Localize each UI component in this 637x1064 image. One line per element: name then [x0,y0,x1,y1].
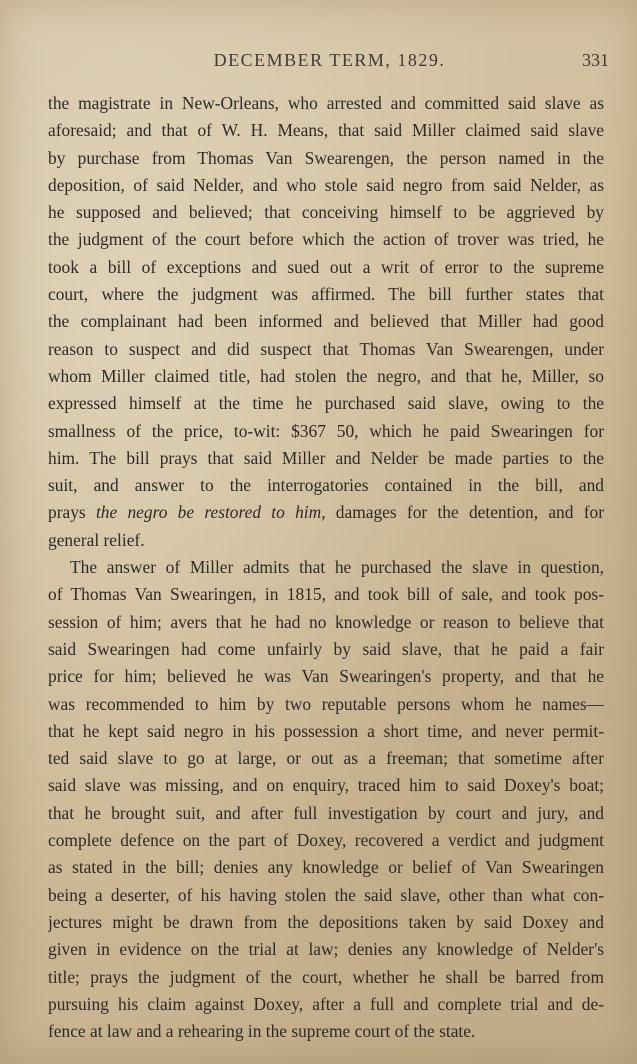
text-line: complete defence on the part of Doxey, recovered a verdict and judgment [48,830,604,851]
text-line: took a bill of exceptions and sued out a writ of error to the supreme [48,256,604,277]
text-line: him. The bill prays that said Miller and Nelder be made parties to the [48,447,604,468]
text-line: that he kept said negro in his possession a short time, and never permit- [48,720,604,741]
text-run: , damages for the detention, and for [321,502,604,523]
text-line: fence at law and a rehearing in the supreme court of the state. [48,1021,476,1042]
text-line: as stated in the bill; denies any knowledge or belief of Van Swearingen [48,857,604,878]
text-line: session of him; avers that he had no knowledge or reason to believe that [48,611,604,632]
italic-phrase: the negro be restored to him [95,502,322,523]
text-line: given in evidence on the trial at law; denies any knowledge of Nelder's [48,939,604,960]
text-line: being a deserter, of his having stolen the said slave, other than what con- [48,884,604,905]
text-line: was recommended to him by two reputable persons whom he names— [48,693,604,714]
body-text [48,90,604,1045]
text-line: deposition, of said Nelder, and who stole said negro from said Nelder, as [48,174,604,195]
text-line: ted said slave to go at large, or out as a freeman; that sometime after [48,748,604,769]
text-line: said Swearingen had come unfairly by said slave, that he paid a fair [48,638,604,659]
text-line-with-italic [48,499,604,526]
text-line: suit, and answer to the interrogatories contained in the bill, and [48,475,604,496]
running-title: DECEMBER TERM, 1829. [213,50,446,70]
text-line: the magistrate in New-Orleans, who arrested and committed said slave as [48,93,604,113]
text-line: expressed himself at the time he purchased said slave, owing to the [48,393,604,414]
text-line: smallness of the price, to-wit: $367 50, which he paid Swearingen for [48,420,604,441]
text-line: the judgment of the court before which the action of trover was tried, he [48,229,604,250]
text-line: of Thomas Van Swearingen, in 1815, and took bill of sale, and took pos- [48,584,604,605]
text-line: title; prays the judgment of the court, whether he shall be barred from [48,966,604,987]
text-line: said slave was missing, and on enquiry, traced him to said Doxey's boat; [48,775,604,796]
text-run: prays [48,502,96,523]
text-line: aforesaid; and that of W. H. Means, that said Miller claimed said slave [48,120,604,141]
running-head [50,50,609,74]
text-line: pursuing his claim against Doxey, after a full and complete trial and de- [48,993,604,1014]
text-line: jectures might be drawn from the depositions taken by said Doxey and [48,911,604,932]
text-line: price for him; believed he was Van Swearingen's property, and that he [48,666,604,687]
text-line: The answer of Miller admits that he purchased the slave in question, [70,557,604,578]
page-number: 331 [582,50,609,70]
text-line: by purchase from Thomas Van Swearengen, the person named in the [48,147,604,168]
text-line: that he brought suit, and after full investigation by court and jury, and [48,802,604,823]
text-line: general relief. [48,529,145,550]
text-line: the complainant had been informed and believed that Miller had good [48,311,604,332]
text-line: court, where the judgment was affirmed. The bill further states that [48,284,604,305]
text-line: reason to suspect and did suspect that Thomas Van Swearengen, under [48,338,604,359]
text-line: he supposed and believed; that conceiving himself to be aggrieved by [48,202,604,223]
text-line: whom Miller claimed title, had stolen the negro, and that he, Miller, so [48,365,604,386]
